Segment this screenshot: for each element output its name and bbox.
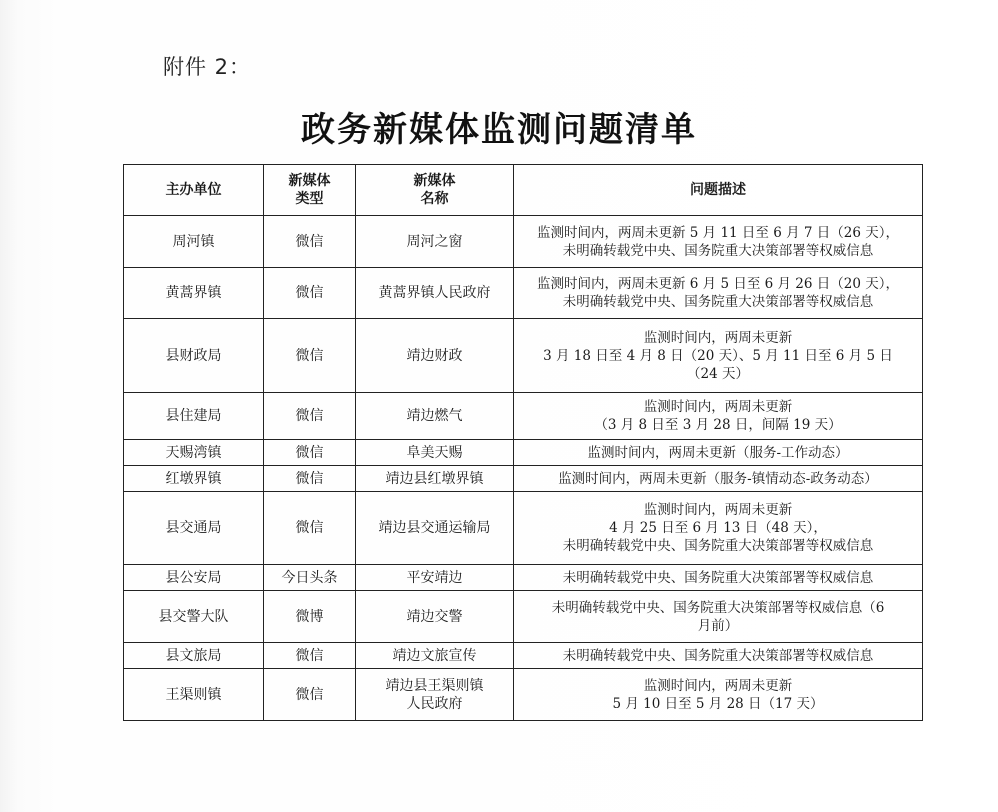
header-media-type: 新媒体 类型 — [264, 165, 356, 216]
cell-description: 监测时间内，两周未更新 4 月 25 日至 6 月 13 日（48 天）， 未明确转载党中央、国务院重大决策部署等权威信息 — [514, 492, 923, 565]
table-body — [124, 216, 923, 721]
cell-media-type: 微博 — [264, 591, 356, 643]
cell-media-name: 周河之窗 — [356, 216, 514, 268]
table-row — [124, 393, 923, 440]
cell-description: 监测时间内，两周未更新 3 月 18 日至 4 月 8 日（20 天）、5 月 11 日至 6 月 5 日 （24 天） — [514, 319, 923, 393]
table-row — [124, 565, 923, 591]
cell-unit: 县公安局 — [124, 565, 264, 591]
cell-unit: 黄蒿界镇 — [124, 268, 264, 319]
cell-media-type: 今日头条 — [264, 565, 356, 591]
cell-media-name: 黄蒿界镇人民政府 — [356, 268, 514, 319]
cell-media-name: 平安靖边 — [356, 565, 514, 591]
cell-description: 未明确转载党中央、国务院重大决策部署等权威信息 — [514, 643, 923, 669]
cell-description: 监测时间内，两周未更新 5 月 11 日至 6 月 7 日（26 天）， 未明确转载党中央、国务院重大决策部署等权威信息 — [514, 216, 923, 268]
table-row — [124, 591, 923, 643]
table-row — [124, 216, 923, 268]
cell-media-name: 靖边财政 — [356, 319, 514, 393]
cell-media-name: 靖边县王渠则镇 人民政府 — [356, 669, 514, 721]
cell-media-type: 微信 — [264, 492, 356, 565]
cell-media-type: 微信 — [264, 319, 356, 393]
cell-media-type: 微信 — [264, 393, 356, 440]
table-row — [124, 466, 923, 492]
header-media-name: 新媒体 名称 — [356, 165, 514, 216]
cell-unit: 周河镇 — [124, 216, 264, 268]
cell-unit: 县住建局 — [124, 393, 264, 440]
cell-unit: 王渠则镇 — [124, 669, 264, 721]
cell-unit: 红墩界镇 — [124, 466, 264, 492]
cell-media-name: 靖边燃气 — [356, 393, 514, 440]
cell-description: 监测时间内，两周未更新 5 月 10 日至 5 月 28 日（17 天） — [514, 669, 923, 721]
table-row — [124, 643, 923, 669]
table-row — [124, 669, 923, 721]
cell-description: 监测时间内，两周未更新 6 月 5 日至 6 月 26 日（20 天）， 未明确转载党中央、国务院重大决策部署等权威信息 — [514, 268, 923, 319]
header-description: 问题描述 — [514, 165, 923, 216]
cell-media-type: 微信 — [264, 440, 356, 466]
cell-media-type: 微信 — [264, 216, 356, 268]
cell-description: 监测时间内，两周未更新（服务-工作动态） — [514, 440, 923, 466]
table-row — [124, 492, 923, 565]
document-title: 政务新媒体监测问题清单 — [301, 110, 697, 150]
cell-media-name: 靖边县交通运输局 — [356, 492, 514, 565]
cell-media-name: 靖边交警 — [356, 591, 514, 643]
cell-unit: 县交警大队 — [124, 591, 264, 643]
cell-unit: 县财政局 — [124, 319, 264, 393]
cell-media-name: 靖边文旅宣传 — [356, 643, 514, 669]
cell-unit: 县文旅局 — [124, 643, 264, 669]
table-row — [124, 319, 923, 393]
cell-description: 未明确转载党中央、国务院重大决策部署等权威信息 — [514, 565, 923, 591]
cell-description: 未明确转载党中央、国务院重大决策部署等权威信息（6 月前） — [514, 591, 923, 643]
cell-description: 监测时间内，两周未更新（服务-镇情动态-政务动态） — [514, 466, 923, 492]
table-row — [124, 440, 923, 466]
problem-list-table — [123, 164, 923, 721]
attachment-label: 附件 2： — [163, 55, 252, 79]
cell-media-name: 阜美天赐 — [356, 440, 514, 466]
cell-unit: 天赐湾镇 — [124, 440, 264, 466]
cell-unit: 县交通局 — [124, 492, 264, 565]
header-unit: 主办单位 — [124, 165, 264, 216]
cell-media-type: 微信 — [264, 268, 356, 319]
table-header-row — [124, 165, 923, 216]
cell-media-name: 靖边县红墩界镇 — [356, 466, 514, 492]
cell-media-type: 微信 — [264, 669, 356, 721]
cell-media-type: 微信 — [264, 466, 356, 492]
cell-description: 监测时间内，两周未更新 （3 月 8 日至 3 月 28 日，间隔 19 天） — [514, 393, 923, 440]
table-row — [124, 268, 923, 319]
cell-media-type: 微信 — [264, 643, 356, 669]
